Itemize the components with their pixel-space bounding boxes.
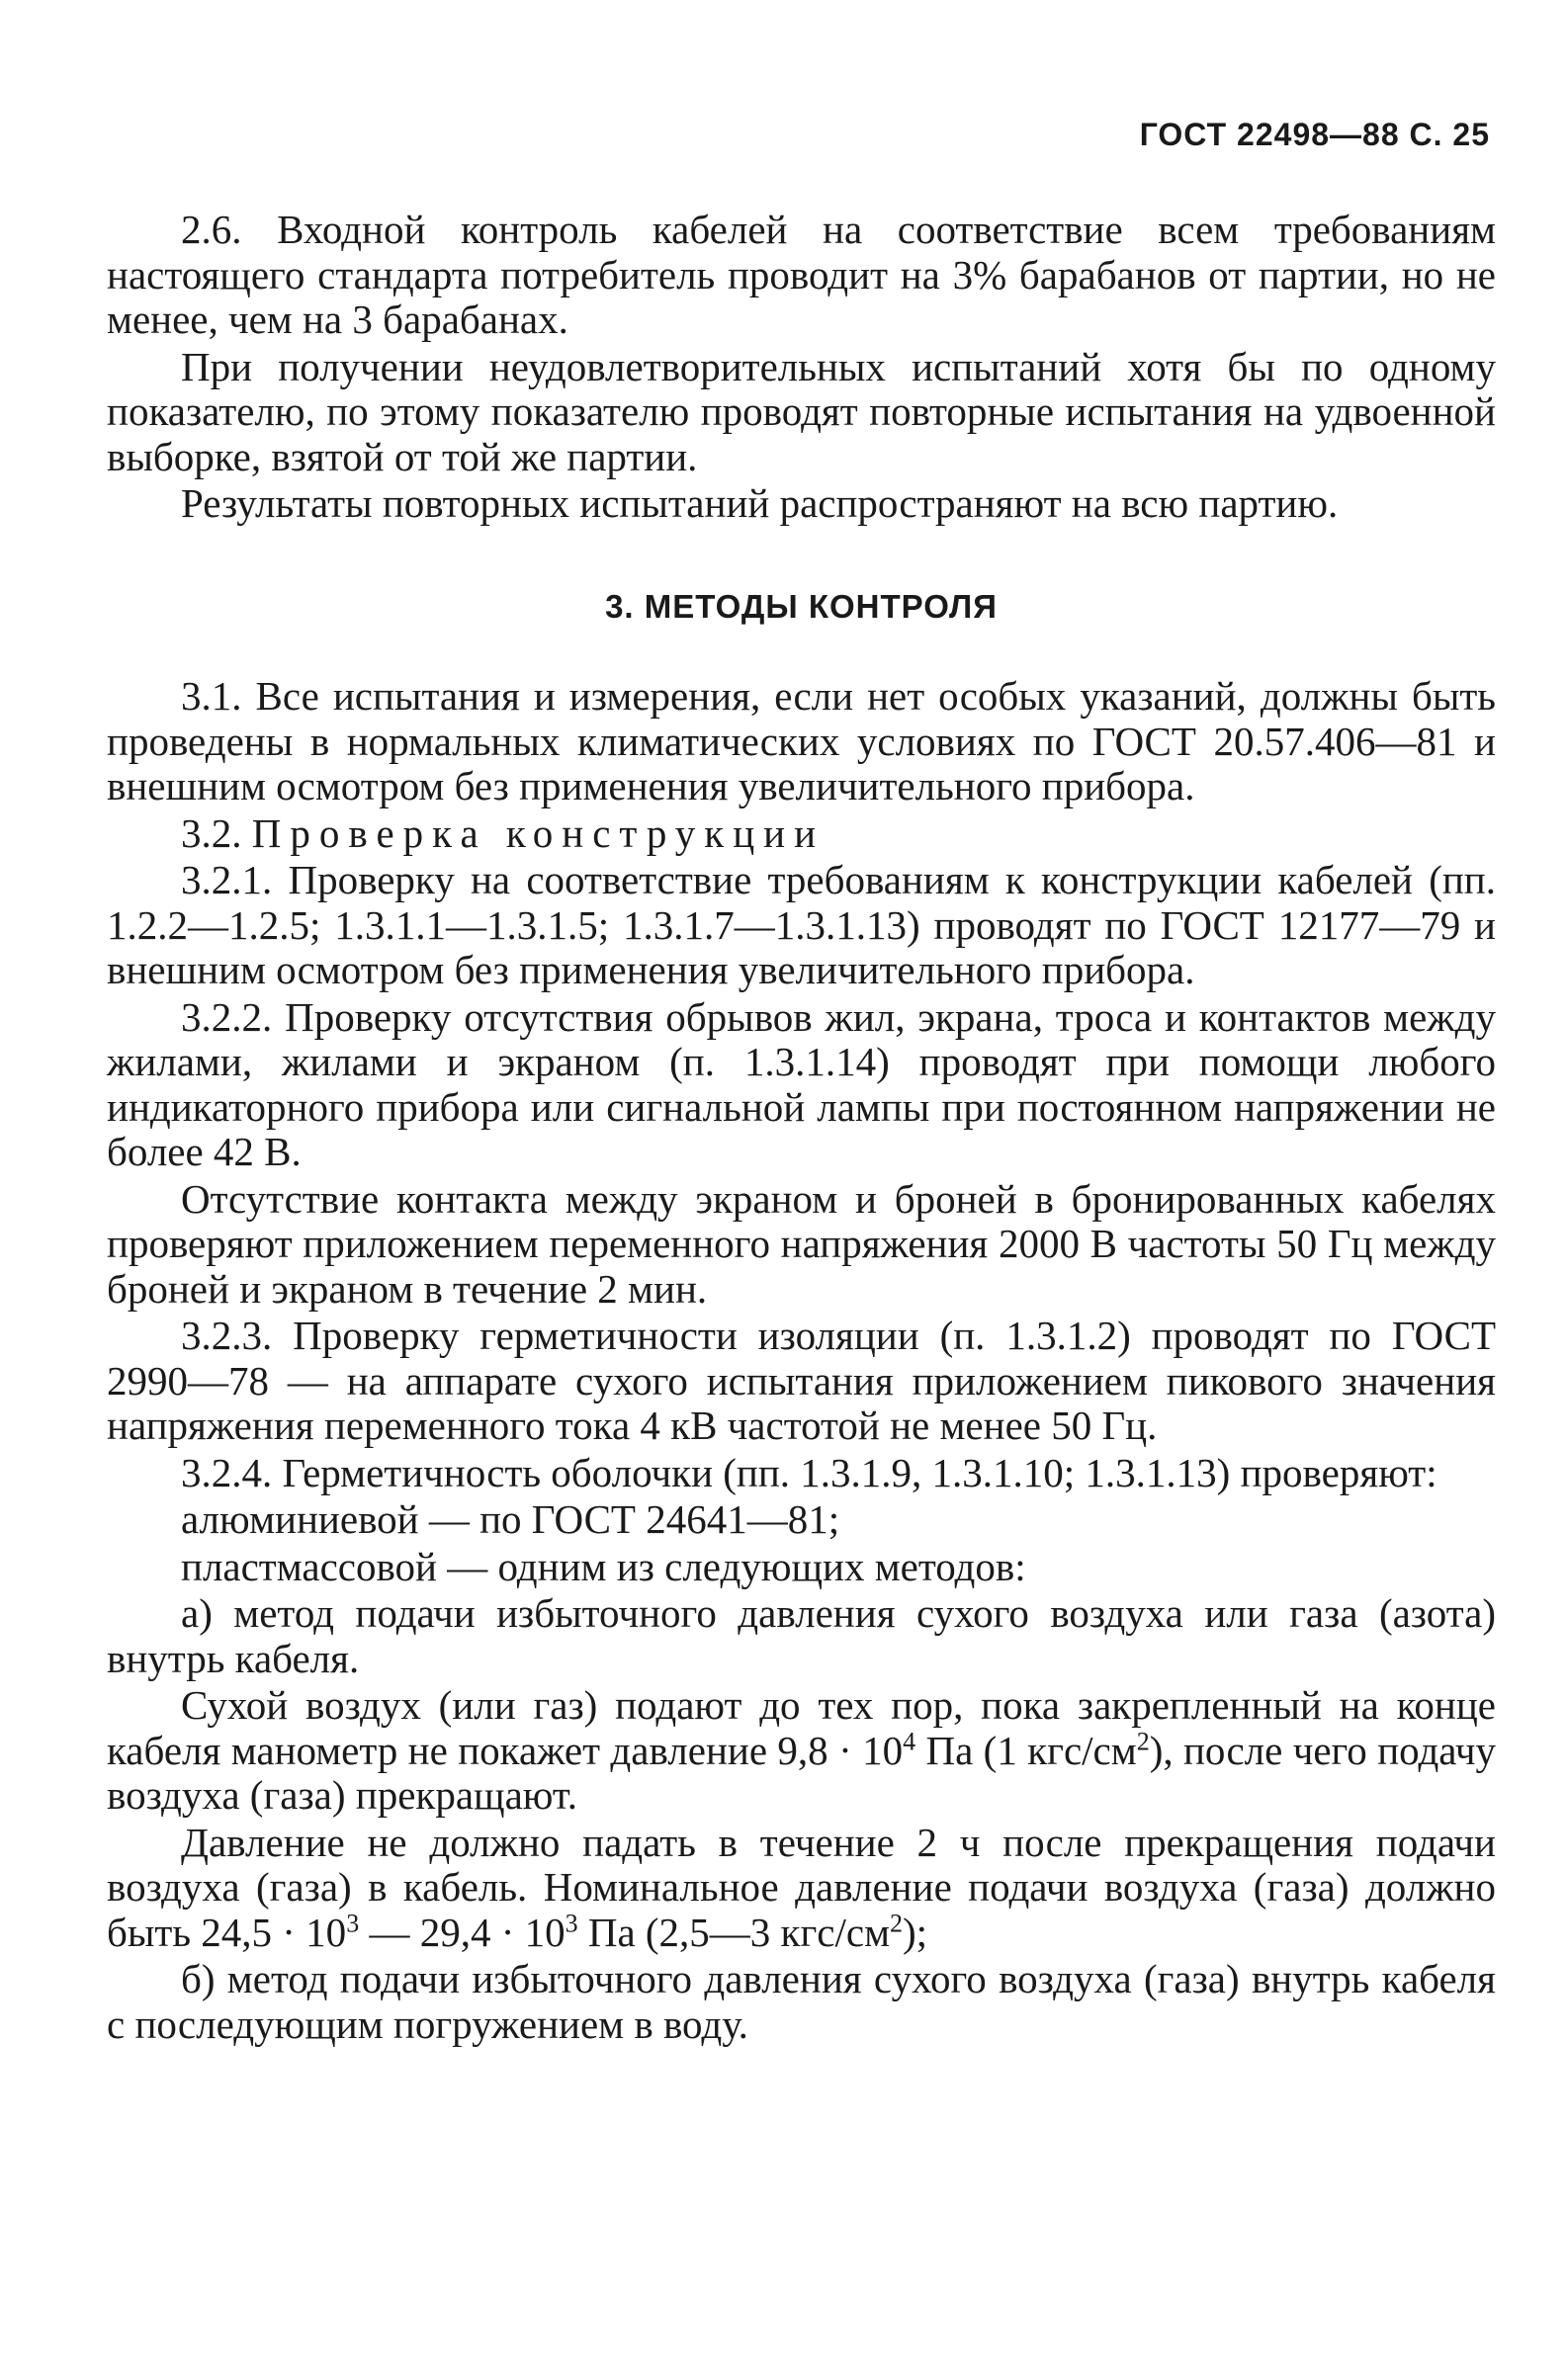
pressure-text-1: Давление не должно падать в течение 2 ч после прекращения подачи воздуха (газа) в кабель. Номинальное давление подачи воздуха (газа) должно быть 24,5 · 10	[107, 1819, 1496, 1955]
paragraph-3-2-4: 3.2.4. Герметичность оболочки (пп. 1.3.1.9, 1.3.1.10; 1.3.1.13) проверяют:	[181, 1449, 1437, 1495]
page-header: ГОСТ 22498—88 С. 25	[1139, 117, 1490, 152]
paragraph-2-6-retest: При получении неудовлетворительных испытаний хотя бы по одному показателю, по этому показателю проводят повторные испытания на удвоенной выборке, взятой от той же партии.	[107, 343, 1496, 479]
dry-air-exponent-2: 2	[1136, 1726, 1150, 1755]
paragraph-dry-air	[107, 1683, 1496, 1819]
paragraph-2-6: 2.6. Входной контроль кабелей на соответствие всем требованиям настоящего стандарта потребитель проводит на 3% барабанов от партии, но не менее, чем на 3 барабанах.	[107, 207, 1496, 342]
paragraph-3-2-1: 3.2.1. Проверку на соответствие требованиям к конструкции кабелей (пп. 1.2.2—1.2.5; 1.3.1.1—1.3.1.5; 1.3.1.7—1.3.1.13) проводят по ГОСТ 12177—79 и внешним осмотром без применения увеличительного прибора.	[107, 857, 1496, 992]
paragraph-3-2-2: 3.2.2. Проверку отсутствия обрывов жил, экрана, троса и контактов между жилами, жилами и экраном (п. 1.3.1.14) проводят при помощи любого индикаторного прибора или сигнальной лампы при постоянном напряжении не более 42 В.	[107, 993, 1496, 1174]
pressure-exponent-3: 2	[890, 1908, 904, 1937]
paragraph-3-1: 3.1. Все испытания и измерения, если нет особых указаний, должны быть проведены в нормальных климатических условиях по ГОСТ 20.57.406—81 и внешним осмотром без применения увеличительного прибора.	[107, 673, 1496, 808]
paragraph-pressure	[107, 1821, 1496, 1956]
section-title: 3. МЕТОДЫ КОНТРОЛЯ	[605, 587, 998, 625]
pressure-text-4: );	[903, 1909, 928, 1955]
paragraph-3-2	[107, 811, 1496, 857]
paragraph-3-2-title: Проверка конструкции	[251, 809, 826, 856]
pressure-text-3: Па (2,5—3 кгс/см	[577, 1909, 891, 1955]
pressure-text-2: — 29,4 · 10	[359, 1909, 566, 1955]
paragraph-plastic: пластмассовой — одним из следующих методов:	[181, 1543, 1026, 1589]
paragraph-aluminum: алюминиевой — по ГОСТ 24641—81;	[181, 1496, 840, 1542]
dry-air-text-1: Сухой воздух (или газ) подают до тех пор, пока закрепленный на конце кабеля манометр не покажет давление 9,8 · 10	[107, 1682, 1496, 1773]
dry-air-exponent-1: 4	[903, 1726, 916, 1755]
dry-air-text-2: Па (1 кгс/см	[915, 1727, 1137, 1773]
paragraph-3-2-3: 3.2.3. Проверку герметичности изоляции (п. 1.3.1.2) проводят по ГОСТ 2990—78 — на аппарате сухого испытания приложением пикового значения напряжения переменного тока 4 кВ частотой не менее 50 Гц.	[107, 1313, 1496, 1448]
paragraph-2-6-results: Результаты повторных испытаний распространяют на всю партию.	[181, 480, 1339, 526]
paragraph-3-2-2-armor: Отсутствие контакта между экраном и броней в бронированных кабелях проверяют приложением переменного напряжения 2000 В частоты 50 Гц между броней и экраном в течение 2 мин.	[107, 1175, 1496, 1312]
paragraph-3-2-number: 3.2.	[181, 809, 242, 856]
paragraph-method-b: б) метод подачи избыточного давления сухого воздуха (газа) внутрь кабеля с последующим погружением в воду.	[107, 1956, 1496, 2047]
pressure-exponent-2: 3	[565, 1908, 578, 1937]
pressure-exponent-1: 3	[346, 1908, 360, 1937]
document-body	[107, 208, 1496, 2049]
paragraph-method-a: а) метод подачи избыточного давления сухого воздуха или газа (азота) внутрь кабеля.	[107, 1590, 1496, 1681]
dry-air-text-3: ), после чего подачу воздуха (газа) прекращают.	[107, 1727, 1496, 1818]
